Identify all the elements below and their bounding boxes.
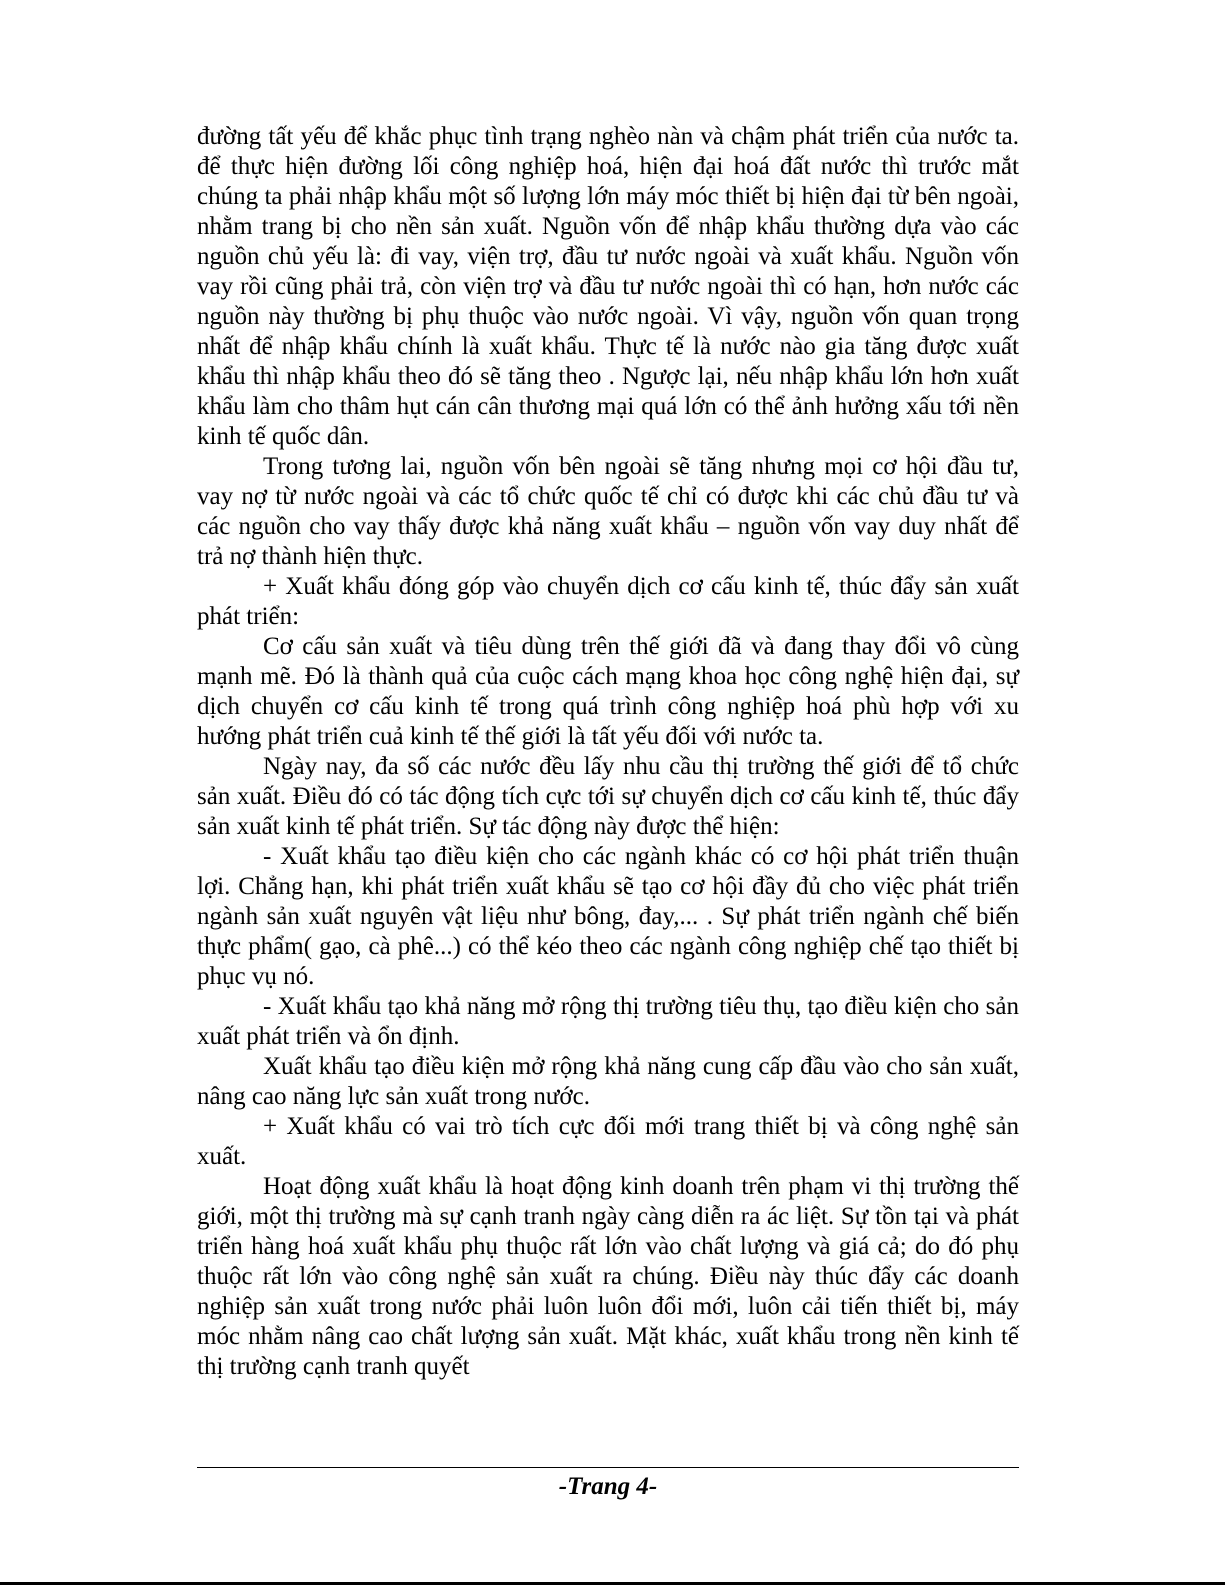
footer-divider — [197, 1467, 1019, 1468]
paragraph-9: + Xuất khẩu có vai trò tích cực đối mới trang thiết bị và công nghệ sản xuất. — [197, 1113, 1019, 1170]
paragraph-1: đường tất yếu để khắc phục tình trạng nghèo nàn và chậm phát triển của nước ta. để thực hiện đường lối công nghiệp hoá, hiện đại hoá đất nước thì trước mắt chúng ta phải nhập khẩu một số lượng lớn máy móc thiết bị hiện đại từ bên ngoài, nhằm trang bị cho nền sản xuất. Nguồn vốn để nhập khẩu thường dựa vào các nguồn chủ yếu là: đi vay, viện trợ, đầu tư nước ngoài và xuất khẩu. Nguồn vốn vay rồi cũng phải trả, còn viện trợ và đầu tư nước ngoài thì có hạn, hơn nước các nguồn này thường bị phụ thuộc vào nước ngoài. Vì vậy, nguồn vốn quan trọng nhất để nhập khẩu chính là xuất khẩu. Thực tế là nước nào gia tăng được xuất khẩu thì nhập khẩu theo đó sẽ tăng theo . Ngược lại, nếu nhập khẩu lớn hơn xuất khẩu làm cho thâm hụt cán cân thương mại quá lớn có thể ảnh hưởng xấu tới nền kinh tế quốc dân. — [197, 123, 1019, 450]
paragraph-7: - Xuất khẩu tạo khả năng mở rộng thị trường tiêu thụ, tạo điều kiện cho sản xuất phát triển và ổn định. — [197, 993, 1019, 1050]
paragraph-8: Xuất khẩu tạo điều kiện mở rộng khả năng cung cấp đầu vào cho sản xuất, nâng cao năng lực sản xuất trong nước. — [197, 1053, 1019, 1110]
paragraph-10: Hoạt động xuất khẩu là hoạt động kinh doanh trên phạm vi thị trường thế giới, một thị trường mà sự cạnh tranh ngày càng diễn ra ác liệt. Sự tồn tại và phát triển hàng hoá xuất khẩu phụ thuộc rất lớn vào chất lượng và giá cả; do đó phụ thuộc rất lớn vào công nghệ sản xuất ra chúng. Điều này thúc đẩy các doanh nghiệp sản xuất trong nước phải luôn luôn đổi mới, luôn cải tiến thiết bị, máy móc nhằm nâng cao chất lượng sản xuất. Mặt khác, xuất khẩu trong nền kinh tế thị trường cạnh tranh quyết — [197, 1173, 1019, 1380]
paragraph-2: Trong tương lai, nguồn vốn bên ngoài sẽ tăng nhưng mọi cơ hội đầu tư, vay nợ từ nước ngoài và các tổ chức quốc tế chỉ có được khi các chủ đầu tư và các nguồn cho vay thấy được khả năng xuất khẩu – nguồn vốn vay duy nhất để trả nợ thành hiện thực. — [197, 453, 1019, 570]
page-number: -Trang 4- — [558, 1473, 658, 1500]
paragraph-3: + Xuất khẩu đóng góp vào chuyển dịch cơ cấu kinh tế, thúc đẩy sản xuất phát triển: — [197, 573, 1019, 630]
paragraph-5: Ngày nay, đa số các nước đều lấy nhu cầu thị trường thế giới để tổ chức sản xuất. Điều đó có tác động tích cực tới sự chuyển dịch cơ cấu kinh tế, thúc đẩy sản xuất kinh tế phát triển. Sự tác động này được thể hiện: — [197, 753, 1019, 840]
paragraph-4: Cơ cấu sản xuất và tiêu dùng trên thế giới đã và đang thay đổi vô cùng mạnh mẽ. Đó là thành quả của cuộc cách mạng khoa học công nghệ hiện đại, sự dịch chuyển cơ cấu kinh tế trong quá trình công nghiệp hoá phù hợp với xu hướng phát triển cuả kinh tế thế giới là tất yếu đối với nước ta. — [197, 633, 1019, 750]
paragraph-6: - Xuất khẩu tạo điều kiện cho các ngành khác có cơ hội phát triển thuận lợi. Chẳng hạn, khi phát triển xuất khẩu sẽ tạo cơ hội đầy đủ cho việc phát triển ngành sản xuất nguyên vật liệu như bông, đay,... . Sự phát triển ngành chế biến thực phẩm( gạo, cà phê...) có thể kéo theo các ngành công nghiệp chế tạo thiết bị phục vụ nó. — [197, 843, 1019, 990]
document-body — [197, 122, 1019, 1382]
